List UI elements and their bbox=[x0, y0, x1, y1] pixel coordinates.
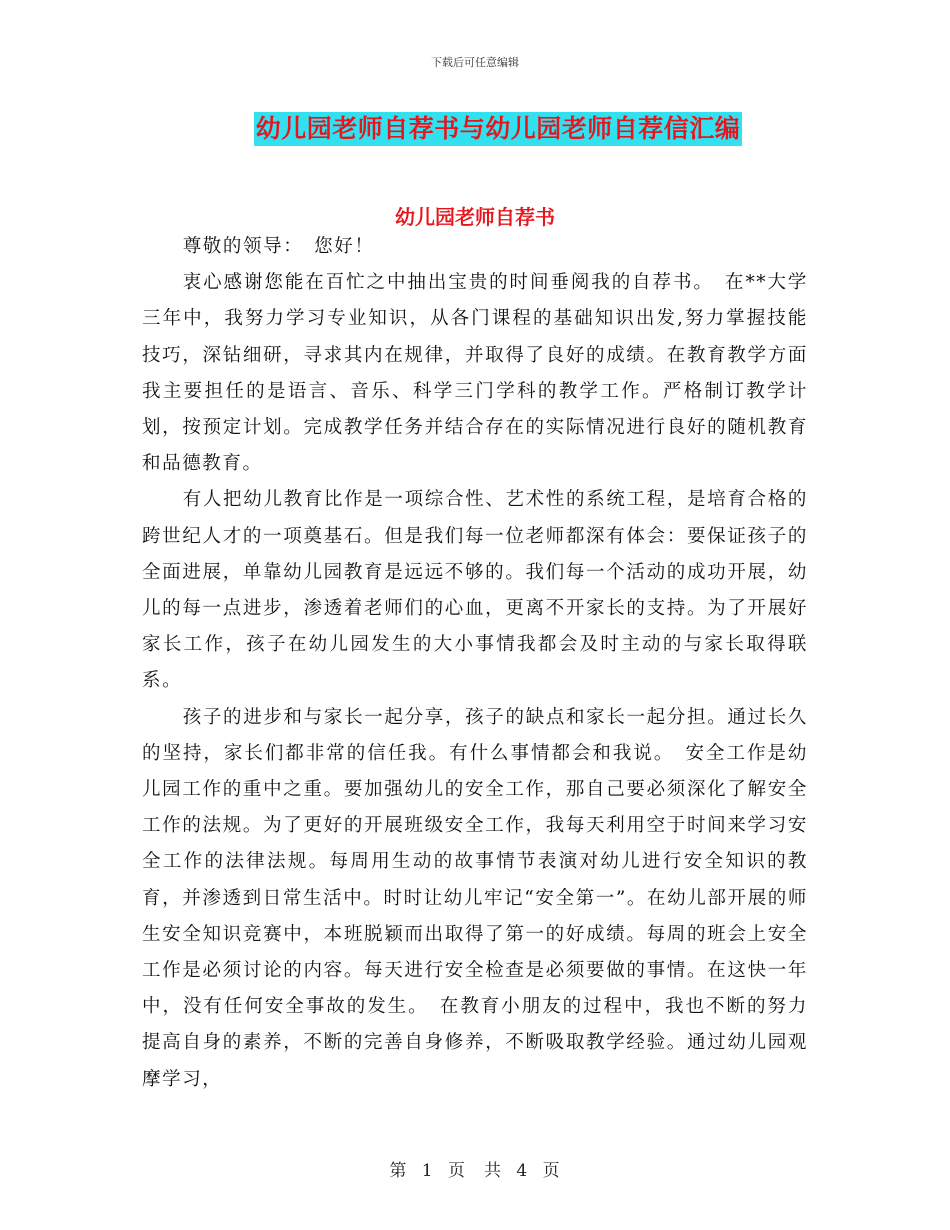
paragraph-3: 孩子的进步和与家长一起分享，孩子的缺点和家长一起分担。通过长久的坚持，家长们都非常的信任我。有什么事情都会和我说。 安全工作是幼儿园工作的重中之重。要加强幼儿的安全工作，那自己要必须深化了解安全工作的法规。为了更好的开展班级安全工作，我每天利用空于时间来学习安全工作的法律法规。每周用生动的故事情节表演对幼儿进行安全知识的教育，并渗透到日常生活中。时时让幼儿牢记“安全第一”。在幼儿部开展的师生安全知识竞赛中，本班脱颖而出取得了第一的好成绩。每周的班会上安全工作是必须讨论的内容。每天进行安全检查是必须要做的事情。在这快一年中，没有任何安全事故的发生。 在教育小朋友的过程中，我也不断的努力提高自身的素养，不断的完善自身修养，不断吸取教学经验。通过幼儿园观摩学习， bbox=[142, 706, 808, 1090]
paragraph-1: 衷心感谢您能在百忙之中抽出宝贵的时间垂阅我的自荐书。 在**大学三年中，我努力学习专业知识，从各门课程的基础知识出发,努力掌握技能技巧，深钻细研，寻求其内在规律，并取得了良好的成绩。在教育教学方面我主要担任的是语言、音乐、科学三门学科的教学工作。严格制订教学计划，按预定计划。完成教学任务并结合存在的实际情况进行良好的随机教育和品德教育。 bbox=[142, 272, 808, 475]
total-pages: 4 bbox=[516, 1161, 529, 1181]
section-title: 幼儿园老师自荐书 bbox=[395, 205, 555, 229]
main-title-container bbox=[0, 112, 950, 146]
page-label-mid: 页 共 bbox=[448, 1161, 502, 1181]
page-label-suffix: 页 bbox=[542, 1161, 561, 1181]
header-note: 下载后可任意编辑 bbox=[431, 56, 519, 69]
page-label-prefix: 第 bbox=[389, 1161, 408, 1181]
document-body bbox=[142, 229, 808, 1098]
page-footer bbox=[0, 1156, 950, 1181]
main-title: 幼儿园老师自荐书与幼儿园老师自荐信汇编 bbox=[254, 112, 743, 146]
paragraph-2: 有人把幼儿教育比作是一项综合性、艺术性的系统工程，是培育合格的跨世纪人才的一项奠基石。但是我们每一位老师都深有体会：要保证孩子的全面进展，单靠幼儿园教育是远远不够的。我们每一个活动的成功开展，幼儿的每一点进步，渗透着老师们的心血，更离不开家长的支持。为了开展好家长工作，孩子在幼儿园发生的大小事情我都会及时主动的与家长取得联系。 bbox=[142, 489, 808, 692]
greeting: 尊敬的领导： 您好！ bbox=[182, 236, 375, 257]
page-number: 1 bbox=[421, 1161, 434, 1181]
